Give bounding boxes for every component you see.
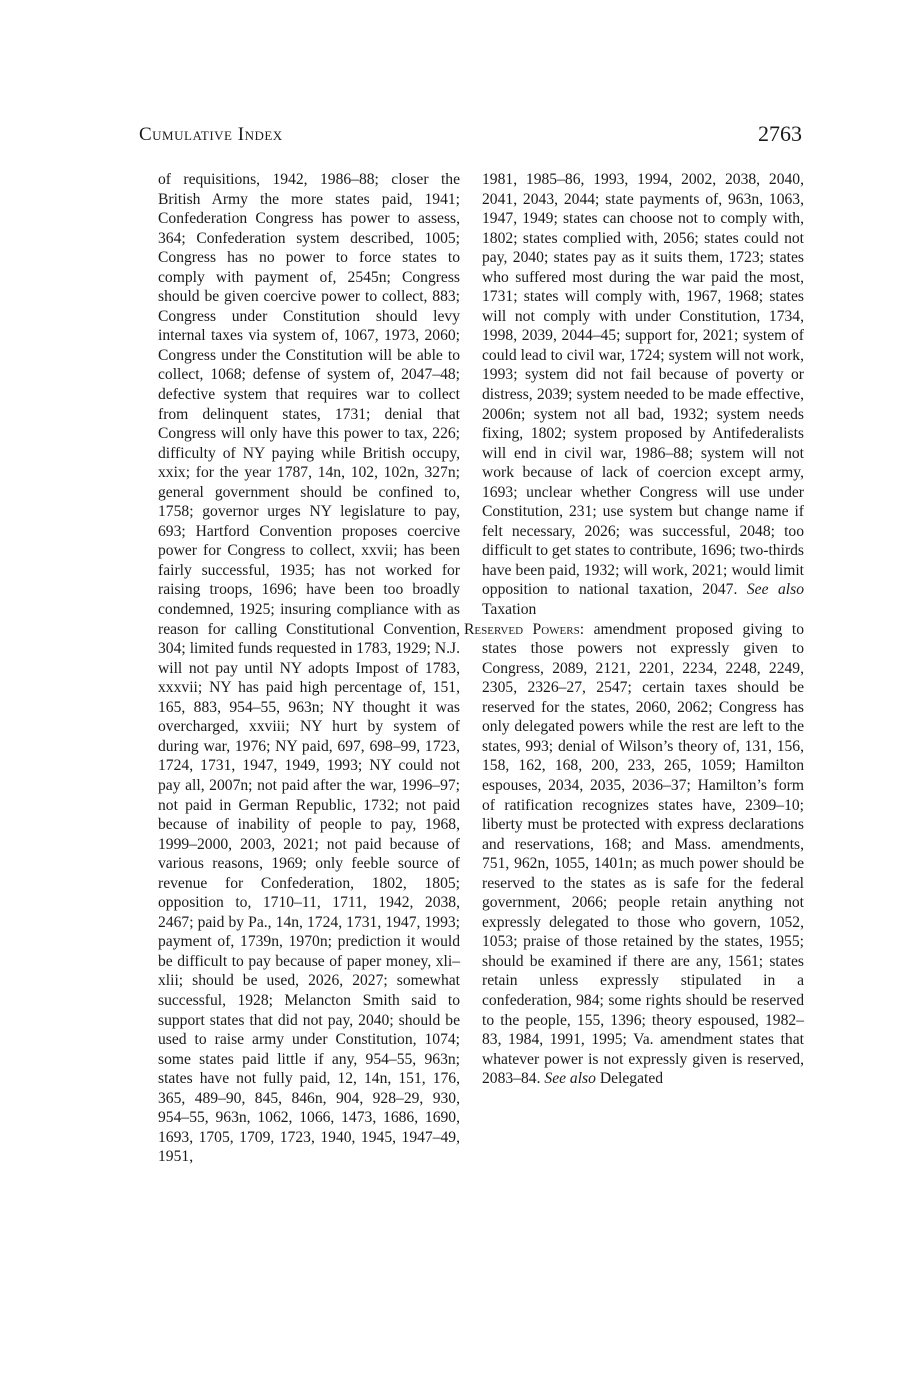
- continuation-text: 1981, 1985–86, 1993, 1994, 2002, 2038, 2040, 2041, 2043, 2044; state payments of, 963n, 1063, 1947, 1949; states can choose not to comply with, 1802; states complied with, 2056; states could not pay, 2040; states pay as it suits them, 1723; states who suffered most during the war paid the most, 1731; states will comply with, 1967, 1968; states will not comply with under Constitution, 1734, 1998, 2039, 2044–45; support for, 2021; system of could lead to civil war, 1724; system will not work, 1993; system did not fail because of poverty or distress, 2039; system needed to be made effective, 2006n; system not all bad, 1932; system needs fixing, 1802; system proposed by Antifederalists will end in civil war, 1986–88; system will not work because of lack of coercion except army, 1693; unclear whether Congress will use under Constitution, 231; use system but change name if felt necessary, 2026; was successful, 2048; too difficult to get states to contribute, 1696; two-thirds have been paid, 1932; will work, 2021; would limit opposition to national taxation, 2047.: [482, 171, 804, 599]
- see-also-target: Taxation: [482, 601, 537, 619]
- index-entry-text: : amendment proposed giving to states those powers not expressly given to Congress, 2089, 2121, 2201, 2234, 2248, 2249, 2305, 2326–27, 2547; certain taxes should be reserved for the states, 2060, 2062; Congress has only delegated powers while the rest are left to the states, 993; denial of Wilson’s theory of, 131, 156, 158, 162, 168, 200, 233, 265, 1059; Hamilton espouses, 2034, 2035, 2036–37; Hamilton’s form of ratification recognizes states have, 2309–10; liberty must be protected with express declarations and reservations, 168; and Mass. amendments, 751, 962n, 1055, 1401n; as much power should be reserved to the states as is safe for the federal government, 2066; people retain anything not expressly delegated to those who govern, 1052, 1053; praise of those retained by the states, 1955; should be examined if there are any, 1561; states retain unless expressly stipulated in a confederation, 984; some rights should be reserved to the people, 155, 1396; theory espoused, 1982–83, 1984, 1991, 1995; Va. amendment states that whatever power is not expressly given is reserved, 2083–84.: [482, 620, 805, 1088]
- see-also-label: See also: [746, 581, 804, 599]
- right-column: [464, 170, 805, 1089]
- page-number: 2763: [758, 121, 802, 146]
- index-term: Reserved Powers: [464, 620, 580, 638]
- index-entry-continuation: [482, 170, 804, 620]
- index-entry-continuation: of requisitions, 1942, 1986–88; closer the British Army the more states paid, 1941; Confederation Congress has power to assess, 364; Confederation system described, 1005; Congress has no power to force states to comply with payment of, 2545n; Congress should be given coercive power to collect, 883; Congress under Constitution should levy internal taxes via system of, 1067, 1973, 2060; Congress under the Constitution will be able to collect, 1068; defense of system of, 2047–48; defective system that requires war to collect from delinquent states, 1731; denial that Congress will only have this power to tax, 226; difficulty of NY paying while British occupy, xxix; for the year 1787, 14n, 102, 102n, 327n; general government should be confined to, 1758; governor urges NY legislature to pay, 693; Hartford Convention proposes coercive power for Congress to collect, xxvii; has been fairly successful, 1935; has not worked for raising troops, 1696; have been too broadly condemned, 1925; insuring compliance with as reason for calling Constitutional Convention, 304; limited funds requested in 1783, 1929; N.J. will not pay until NY adopts Impost of 1783, xxxvii; NY has paid high percentage of, 151, 165, 883, 954–55, 963n; NY thought it was overcharged, xxviii; NY hurt by system of during war, 1976; NY paid, 697, 698–99, 1723, 1724, 1731, 1947, 1949, 1993; NY could not pay all, 2007n; not paid after the war, 1996–97; not paid in German Republic, 1732; not paid because of inability of people to pay, 1968, 1999–2000, 2003, 2021; not paid because of various reasons, 1969; only feeble source of revenue for Confederation, 1802, 1805; opposition to, 1710–11, 1711, 1942, 2038, 2467; paid by Pa., 14n, 1724, 1731, 1947, 1993; payment of, 1739n, 1970n; prediction it would be difficult to pay because of paper money, xli–xlii; should be used, 2026, 2027; somewhat successful, 1928; Melancton Smith said to support states that did not pay, 2040; should be used to raise army under Constitution, 1074; some states paid little if any, 954–55, 963n; states have not fully paid, 12, 14n, 151, 176, 365, 489–90, 845, 846n, 904, 928–29, 930, 954–55, 963n, 1062, 1066, 1473, 1686, 1690, 1693, 1705, 1709, 1723, 1940, 1945, 1947–49, 1951,: [158, 171, 460, 1166]
- running-title: Cumulative Index: [139, 124, 283, 145]
- index-entry-reserved-powers: [464, 620, 804, 1089]
- see-also-target: Delegated: [599, 1070, 664, 1088]
- left-column: [158, 170, 460, 1167]
- see-also-label: See also: [544, 1070, 596, 1088]
